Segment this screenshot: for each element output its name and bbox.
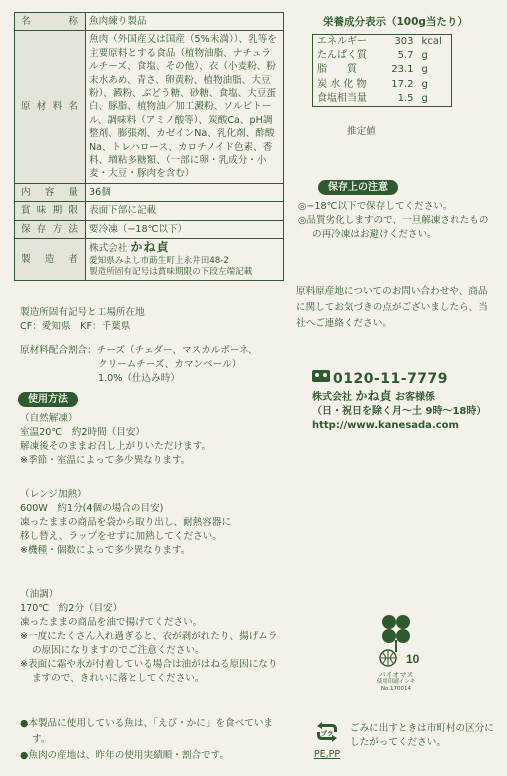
nutrient-value: 5.7 — [397, 50, 414, 62]
spec-row-name — [15, 13, 284, 31]
usage-title: 使用方法 — [18, 392, 78, 407]
nutrient-name: たんぱく質 — [317, 50, 367, 62]
nutrient-unit: g — [421, 78, 428, 90]
spec-label: 保存方法 — [15, 220, 86, 238]
contact-company-brand: かね貞 — [355, 389, 392, 403]
contact-url[interactable]: http://www.kanesada.com — [312, 420, 459, 431]
note-origin: ●魚肉の産地は、昨年の使用実績順・割合です。 — [20, 750, 230, 761]
recycle-mark — [312, 720, 342, 760]
spec-label: 名 称 — [15, 13, 86, 31]
biomass-leaf-icon — [372, 612, 420, 668]
maker-note: 製造所固有記号は賞味期限の下段左端記載 — [89, 266, 253, 277]
ratio-label: 原材料配合割合： — [20, 345, 97, 356]
storage-notes — [298, 200, 498, 242]
contact-phone — [312, 370, 448, 387]
free-dial-icon — [312, 370, 330, 382]
thaw-line1: 解凍後そのままお召し上がりいただけます。 — [20, 441, 212, 452]
spec-row-expiry — [15, 202, 284, 220]
biomass-mark — [366, 612, 426, 693]
storage-title: 保存上の注意 — [318, 180, 398, 195]
recycle-symbol: プラ — [320, 729, 334, 738]
nutrient-value: 1.5 — [397, 92, 414, 104]
note-fish: ●本製品に使用している魚は、「えび・かに」を食べています。 — [20, 718, 274, 745]
factory-codes: CF：愛知県 KF：千葉県 — [20, 321, 131, 332]
maker-address: 愛知県みよし市莇生町上永井田48-2 — [89, 255, 229, 266]
thaw-time: 室温20℃ 約2時間（目安） — [20, 427, 146, 438]
usage-fry — [20, 588, 285, 686]
nutrition-row — [313, 35, 452, 50]
nutrition-title: 栄養成分表示（100g当たり） — [323, 16, 468, 28]
spec-label: 賞味期限 — [15, 202, 86, 220]
maker-brand: かね貞 — [130, 240, 170, 255]
recycle-material: PE,PP — [313, 749, 341, 760]
nutrient-unit: g — [421, 64, 428, 76]
range-line1: 凍ったままの商品を袋から取り出し、耐熱容器に — [20, 517, 232, 528]
maker-name — [89, 241, 280, 255]
biomass-line3: No.170014 — [380, 686, 412, 692]
range-title: （レンジ加熱） — [20, 489, 87, 500]
nutrition-row — [313, 49, 452, 63]
thaw-title: （自然解凍） — [20, 413, 78, 424]
nutrient-unit: g — [421, 92, 428, 104]
range-line2: 移し替え、ラップをせずに加熱してください。 — [20, 531, 222, 542]
spec-value: 魚肉（外国産又は国産（5%未満））、乳等を主要原料とする食品（植物油脂、ナチュラルチーズ、食塩、その他）、衣（小麦粉、粉末水あめ、青さ、卵黄粉、植物油脂、大豆粉）、澱粉、ぶどう糖、砂糖、食塩、大豆蛋白、豚脂、植物油／加工澱粉、ソルビトール、調味料（アミノ酸等）、炭酸Ca、pH調整剤、膨張剤、カゼインNa、乳化剤、酢酸Na、トレハロース、カロチノイド色素、香料、増粘多糖類、（一部に卵・乳成分・小麦・大豆・豚肉を含む） — [86, 31, 284, 183]
usage-header — [18, 390, 78, 405]
fry-line1: 凍ったままの商品を油で揚げてください。 — [20, 617, 203, 628]
maker-company: 株式会社 — [89, 243, 128, 255]
fry-title: （油調） — [20, 589, 59, 600]
spec-value: 魚肉練り製品 — [86, 13, 284, 31]
usage-range — [20, 488, 300, 558]
nutrition-row — [313, 63, 452, 77]
spec-value: 要冷凍（−18℃以下） — [86, 220, 284, 238]
nutrient-name: エネルギー — [317, 36, 367, 47]
usage-thaw — [20, 412, 300, 468]
spec-row-ingredients — [15, 31, 284, 183]
spec-value: 36個 — [86, 183, 284, 201]
spec-row-quantity — [15, 183, 284, 201]
spec-row-storage — [15, 220, 284, 238]
contact-hours: （日・祝日を除く月〜土 9時〜18時） — [312, 406, 487, 417]
recycle-icon — [314, 720, 340, 744]
spec-label: 原材料名 — [15, 31, 86, 183]
ratio-line1: チーズ（チェダー、マスカルポーネ、 — [96, 345, 258, 356]
product-spec-table — [14, 12, 284, 281]
thaw-line2: ※季節・室温によって多少異なります。 — [20, 455, 191, 466]
biomass-number: 10 — [406, 652, 420, 666]
nutrient-name: 食塩相当量 — [317, 92, 367, 104]
nutrient-value: 23.1 — [391, 64, 414, 76]
notes — [20, 716, 280, 764]
spec-label: 内 容 量 — [15, 183, 86, 201]
nutrition-row — [313, 78, 452, 92]
contact-company-suffix: お客様係 — [394, 392, 435, 403]
origin-inquiry: 原料原産地についてのお問い合わせや、商品に関してお気づきの点がございましたら、当社へご連絡ください。 — [296, 286, 488, 329]
storage-line1: ◎−18℃以下で保存してください。 — [298, 201, 453, 212]
storage-line2: ◎品質劣化しますので、一旦解凍されたものの再冷凍はお避けください。 — [298, 215, 489, 240]
nutrient-unit: kcal — [421, 36, 442, 47]
range-line3: ※機種・個数によって多少異なります。 — [20, 545, 191, 556]
storage-header — [318, 178, 398, 193]
contact-company — [312, 389, 486, 405]
range-time: 600W 約1分(4個の場合の目安) — [20, 503, 164, 514]
ingredient-ratio — [20, 344, 290, 386]
nutrition-note: 推定値 — [347, 126, 376, 137]
fry-note2: ※表面に霜や氷が付着している場合は油がはねる原因になりますので、きれいに落としてください。 — [20, 659, 278, 684]
contact-company-prefix: 株式会社 — [312, 392, 352, 403]
biomass-line1: バイオマス — [378, 671, 414, 679]
spec-row-maker — [15, 239, 284, 280]
factory-title: 製造所固有記号と工場所在地 — [20, 307, 145, 318]
recycle-text: ごみに出すときは市町村の区分にしたがってください。 — [350, 723, 494, 748]
ratio-line2: クリームチーズ、カマンベール） — [98, 359, 242, 370]
factory-info — [20, 306, 145, 334]
nutrient-name: 炭 水 化 物 — [317, 78, 367, 90]
fry-note1: ※一度にたくさん入れ過ぎると、衣が剥がれたり、揚げムラの原因になりますのでご注意ください。 — [20, 631, 278, 656]
spec-value: 表面下部に記載 — [86, 202, 284, 220]
phone-number: 0120-11-7779 — [333, 371, 449, 387]
nutrient-value: 17.2 — [391, 78, 414, 90]
spec-label: 製 造 者 — [15, 239, 86, 280]
biomass-line2: 使用印刷インキ — [376, 679, 416, 685]
nutrition-row — [313, 92, 452, 107]
nutrient-name: 脂 質 — [317, 64, 357, 76]
nutrient-value: 303 — [394, 36, 414, 47]
contact-info — [312, 389, 486, 433]
ratio-line3: 1.0%（仕込み時） — [98, 373, 180, 384]
spec-value — [86, 239, 284, 280]
nutrient-unit: g — [421, 50, 428, 62]
nutrition-table — [312, 34, 452, 107]
fry-time: 170℃ 約2分（目安） — [20, 603, 123, 614]
